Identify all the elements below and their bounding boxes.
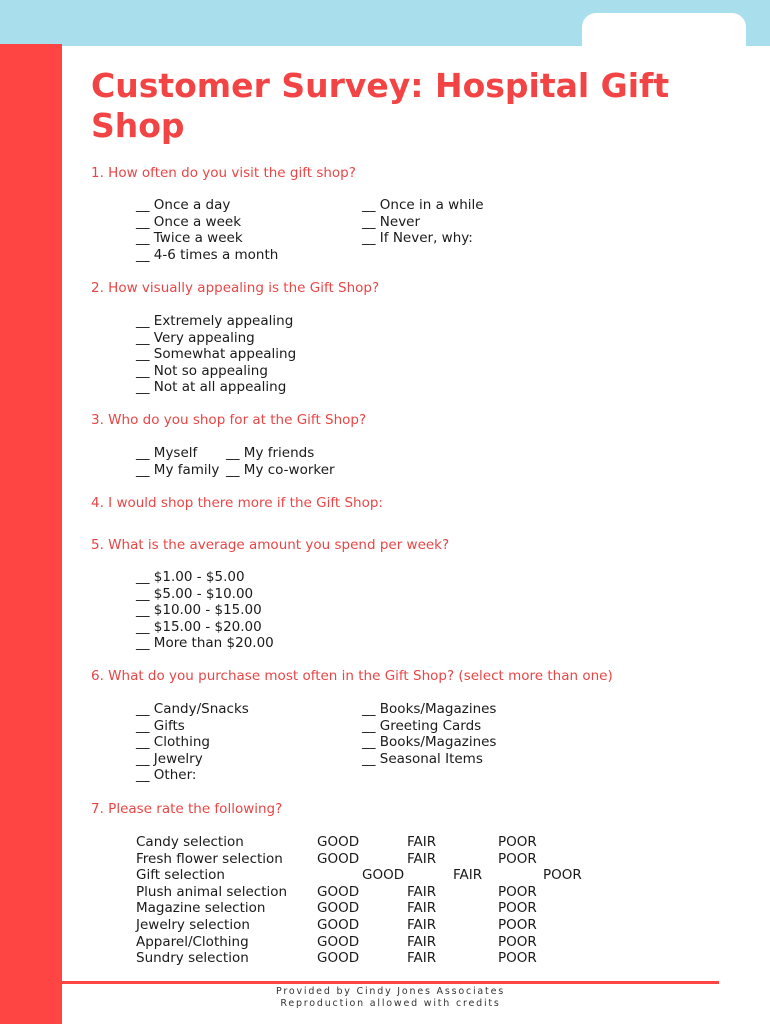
- q1-option[interactable]: __ Once a week: [136, 213, 242, 230]
- question-3: 3. Who do you shop for at the Gift Shop?: [91, 412, 367, 428]
- rating-fair[interactable]: FAIR: [407, 950, 437, 967]
- q3-option[interactable]: __ My co-worker: [226, 461, 335, 478]
- rating-fair[interactable]: FAIR: [407, 900, 437, 917]
- rating-good[interactable]: GOOD: [317, 850, 360, 867]
- q6-option[interactable]: __ Greeting Cards: [362, 717, 482, 734]
- rating-item: Fresh flower selection: [136, 850, 283, 867]
- footer-credit: Provided by Cindy Jones Associates: [276, 986, 505, 997]
- question-2: 2. How visually appealing is the Gift Shop?: [91, 280, 380, 296]
- rating-poor[interactable]: POOR: [498, 933, 537, 950]
- q1-option[interactable]: __ Twice a week: [136, 230, 243, 247]
- q6-option[interactable]: __ Other:: [136, 767, 197, 784]
- q5-option[interactable]: __ $10.00 - $15.00: [136, 602, 262, 619]
- q1-option[interactable]: __ Never: [362, 213, 421, 230]
- rating-good[interactable]: GOOD: [362, 867, 405, 884]
- footer-divider: [62, 981, 719, 984]
- q3-options-right: [226, 445, 335, 478]
- q1-option[interactable]: __ If Never, why:: [362, 230, 473, 247]
- q3-option[interactable]: __ Myself: [136, 445, 198, 461]
- q1-options-left: [136, 197, 278, 263]
- q2-options: [136, 313, 296, 396]
- q3-option[interactable]: __ My family: [136, 461, 220, 478]
- rating-poor[interactable]: POOR: [498, 850, 537, 867]
- q6-options-right: [362, 701, 496, 767]
- q2-option[interactable]: __ Extremely appealing: [136, 313, 294, 329]
- q1-options-right: [362, 197, 484, 247]
- q1-option[interactable]: __ 4-6 times a month: [136, 246, 279, 263]
- rating-item: Apparel/Clothing: [136, 933, 249, 950]
- rating-poor[interactable]: POOR: [498, 950, 537, 967]
- rating-good[interactable]: GOOD: [317, 834, 360, 850]
- question-6: 6. What do you purchase most often in the Gift Shop? (select more than one): [91, 668, 613, 684]
- q5-option[interactable]: __ $15.00 - $20.00: [136, 618, 262, 635]
- question-1: 1. How often do you visit the gift shop?: [91, 165, 356, 181]
- q5-options: [136, 569, 274, 652]
- rating-poor[interactable]: POOR: [543, 867, 582, 884]
- q2-option[interactable]: __ Not at all appealing: [136, 379, 287, 396]
- rating-fair[interactable]: FAIR: [407, 916, 437, 933]
- rating-fair[interactable]: FAIR: [407, 834, 437, 850]
- footer-reproduction-note: Reproduction allowed with credits: [280, 998, 501, 1009]
- q6-option[interactable]: __ Jewelry: [136, 750, 203, 767]
- q6-options-left: [136, 701, 249, 784]
- q5-option[interactable]: __ $1.00 - $5.00: [136, 569, 245, 585]
- rating-fair[interactable]: FAIR: [407, 850, 437, 867]
- q6-option[interactable]: __ Clothing: [136, 734, 210, 751]
- q1-option[interactable]: __ Once a day: [136, 197, 231, 213]
- q6-option[interactable]: __ Gifts: [136, 717, 185, 734]
- footer: [62, 986, 719, 1010]
- rating-good[interactable]: GOOD: [317, 950, 360, 967]
- rating-item: Sundry selection: [136, 950, 249, 967]
- q2-option[interactable]: __ Somewhat appealing: [136, 346, 297, 363]
- q6-option[interactable]: __ Books/Magazines: [362, 734, 497, 751]
- q6-option[interactable]: __ Books/Magazines: [362, 701, 497, 717]
- rating-poor[interactable]: POOR: [498, 834, 537, 850]
- rating-good[interactable]: GOOD: [317, 883, 360, 900]
- rating-good[interactable]: GOOD: [317, 933, 360, 950]
- page-title: Customer Survey: Hospital Gift Shop: [91, 66, 670, 145]
- q1-option[interactable]: __ Once in a while: [362, 197, 484, 213]
- q2-option[interactable]: __ Not so appealing: [136, 362, 268, 379]
- q3-option[interactable]: __ My friends: [226, 445, 315, 461]
- rating-item: Magazine selection: [136, 900, 266, 917]
- q6-option[interactable]: __ Candy/Snacks: [136, 701, 249, 717]
- q5-option[interactable]: __ $5.00 - $10.00: [136, 585, 254, 602]
- question-7: 7. Please rate the following?: [91, 801, 283, 817]
- left-accent-bar: [0, 44, 62, 1024]
- rating-fair[interactable]: FAIR: [453, 867, 483, 884]
- question-4: 4. I would shop there more if the Gift Shop:: [91, 495, 383, 511]
- rating-fair[interactable]: FAIR: [407, 883, 437, 900]
- rating-item: Jewelry selection: [136, 916, 250, 933]
- rating-poor[interactable]: POOR: [498, 883, 537, 900]
- rating-good[interactable]: GOOD: [317, 900, 360, 917]
- q5-option[interactable]: __ More than $20.00: [136, 635, 274, 652]
- question-5: 5. What is the average amount you spend per week?: [91, 537, 450, 553]
- rating-item: Gift selection: [136, 867, 225, 884]
- q6-option[interactable]: __ Seasonal Items: [362, 750, 483, 767]
- rating-poor[interactable]: POOR: [498, 900, 537, 917]
- rating-good[interactable]: GOOD: [317, 916, 360, 933]
- rating-item: Candy selection: [136, 834, 244, 850]
- q2-option[interactable]: __ Very appealing: [136, 329, 255, 346]
- rating-item: Plush animal selection: [136, 883, 288, 900]
- rating-poor[interactable]: POOR: [498, 916, 537, 933]
- q3-options-left: [136, 445, 219, 478]
- rating-fair[interactable]: FAIR: [407, 933, 437, 950]
